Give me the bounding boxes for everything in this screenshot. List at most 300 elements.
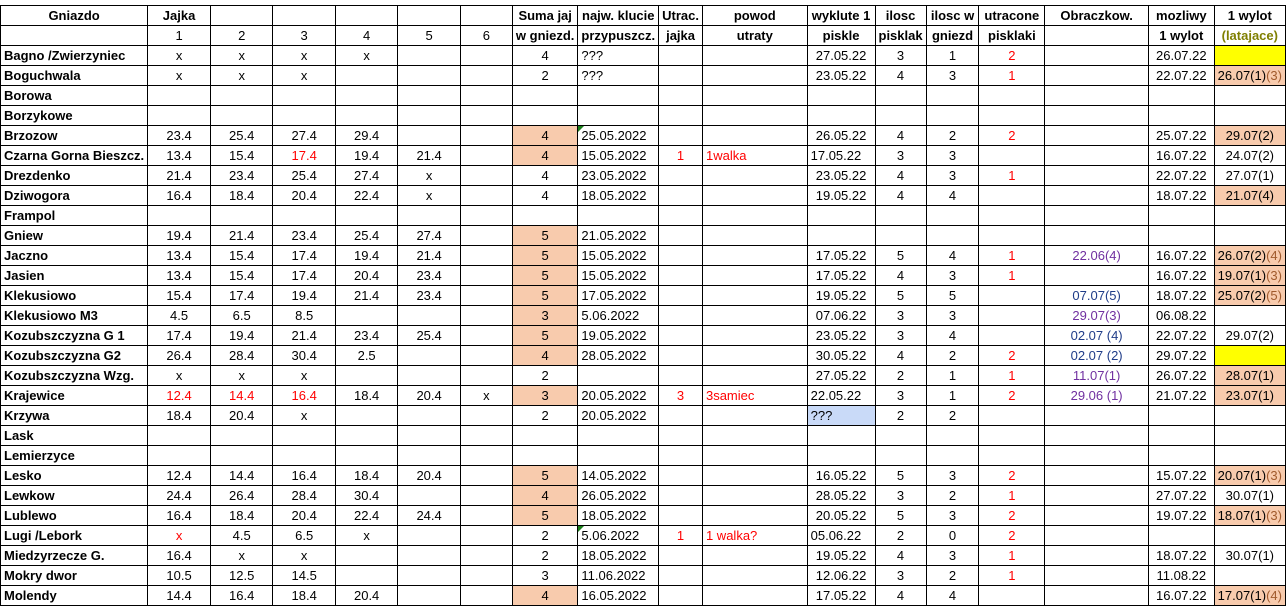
chicks-in-nest-cell[interactable]: 4 xyxy=(926,326,979,346)
egg-cell[interactable]: 29.4 xyxy=(335,126,397,146)
header-cell[interactable]: Obraczkow. xyxy=(1045,6,1149,26)
egg-cell[interactable]: x xyxy=(460,386,512,406)
egg-cell[interactable] xyxy=(210,426,272,446)
lost-chicks-cell[interactable] xyxy=(979,186,1045,206)
first-flight-cell[interactable]: 30.07(1) xyxy=(1214,546,1285,566)
first-flight-cell[interactable] xyxy=(1214,346,1285,366)
nest-name-cell[interactable]: Krzywa xyxy=(1,406,148,426)
egg-cell[interactable]: 21.4 xyxy=(335,286,397,306)
lost-eggs-cell[interactable] xyxy=(659,226,703,246)
first-flight-cell[interactable] xyxy=(1214,286,1285,306)
ringing-cell[interactable] xyxy=(1045,146,1149,166)
first-flight-cell[interactable]: 23.07(1) xyxy=(1214,386,1285,406)
egg-cell[interactable] xyxy=(335,106,397,126)
egg-cell[interactable]: 25.4 xyxy=(398,326,460,346)
chick-count-cell[interactable] xyxy=(875,226,926,246)
hatch-date-cell[interactable] xyxy=(578,106,659,126)
egg-cell[interactable]: 20.4 xyxy=(273,186,335,206)
first-hatch-cell[interactable]: 28.05.22 xyxy=(807,486,875,506)
egg-cell[interactable] xyxy=(398,206,460,226)
loss-reason-cell[interactable] xyxy=(702,306,807,326)
possible-fledge-cell[interactable] xyxy=(1149,86,1215,106)
egg-cell[interactable]: 14.4 xyxy=(148,586,211,606)
nest-name-cell[interactable]: Molendy xyxy=(1,586,148,606)
first-flight-cell[interactable] xyxy=(1214,86,1285,106)
first-hatch-cell[interactable]: 19.05.22 xyxy=(807,186,875,206)
egg-cell[interactable] xyxy=(398,126,460,146)
loss-reason-cell[interactable] xyxy=(702,166,807,186)
egg-cell[interactable]: 21.4 xyxy=(148,166,211,186)
possible-fledge-cell[interactable]: 15.07.22 xyxy=(1149,466,1215,486)
egg-cell[interactable]: 27.4 xyxy=(273,126,335,146)
egg-cell[interactable]: 4.5 xyxy=(148,306,211,326)
chick-count-cell[interactable] xyxy=(875,86,926,106)
lost-chicks-cell[interactable]: 1 xyxy=(979,266,1045,286)
possible-fledge-cell[interactable]: 22.07.22 xyxy=(1149,326,1215,346)
header-cell[interactable]: pisklak xyxy=(875,26,926,46)
egg-cell[interactable]: 15.4 xyxy=(210,246,272,266)
nest-name-cell[interactable]: Kozubszczyzna G2 xyxy=(1,346,148,366)
egg-cell[interactable]: 2.5 xyxy=(335,346,397,366)
first-hatch-cell[interactable] xyxy=(807,426,875,446)
chick-count-cell[interactable]: 4 xyxy=(875,586,926,606)
egg-cell[interactable] xyxy=(335,546,397,566)
possible-fledge-cell[interactable]: 29.07.22 xyxy=(1149,346,1215,366)
ringing-cell[interactable] xyxy=(1045,466,1149,486)
chick-count-cell[interactable]: 3 xyxy=(875,46,926,66)
egg-cell[interactable] xyxy=(398,446,460,466)
egg-cell[interactable] xyxy=(460,446,512,466)
ringing-cell[interactable]: 29.06 (1) xyxy=(1045,386,1149,406)
header-cell[interactable]: ilosc w xyxy=(926,6,979,26)
loss-reason-cell[interactable] xyxy=(702,126,807,146)
egg-cell[interactable]: 4.5 xyxy=(210,526,272,546)
egg-sum-cell[interactable]: 5 xyxy=(512,266,578,286)
nest-name-cell[interactable]: Kozubszczyzna G 1 xyxy=(1,326,148,346)
hatch-date-cell[interactable]: 15.05.2022 xyxy=(578,146,659,166)
hatch-date-cell[interactable]: 5.06.2022 xyxy=(578,306,659,326)
first-hatch-cell[interactable]: 23.05.22 xyxy=(807,66,875,86)
egg-cell[interactable] xyxy=(210,86,272,106)
chicks-in-nest-cell[interactable]: 2 xyxy=(926,406,979,426)
possible-fledge-cell[interactable]: 21.07.22 xyxy=(1149,386,1215,406)
chicks-in-nest-cell[interactable] xyxy=(926,446,979,466)
nest-name-cell[interactable]: Lask xyxy=(1,426,148,446)
chicks-in-nest-cell[interactable] xyxy=(926,226,979,246)
egg-cell[interactable]: 16.4 xyxy=(148,186,211,206)
egg-cell[interactable]: 6.5 xyxy=(273,526,335,546)
egg-cell[interactable] xyxy=(273,86,335,106)
first-flight-cell[interactable] xyxy=(1214,426,1285,446)
loss-reason-cell[interactable] xyxy=(702,326,807,346)
hatch-date-cell[interactable] xyxy=(578,86,659,106)
egg-cell[interactable] xyxy=(460,486,512,506)
lost-chicks-cell[interactable] xyxy=(979,446,1045,466)
first-hatch-cell[interactable] xyxy=(807,206,875,226)
header-cell[interactable]: jajka xyxy=(659,26,703,46)
egg-cell[interactable] xyxy=(335,66,397,86)
egg-cell[interactable]: 19.4 xyxy=(273,286,335,306)
header-cell[interactable]: 3 xyxy=(273,26,335,46)
chick-count-cell[interactable] xyxy=(875,446,926,466)
egg-cell[interactable]: x xyxy=(148,66,211,86)
lost-chicks-cell[interactable]: 2 xyxy=(979,346,1045,366)
lost-eggs-cell[interactable] xyxy=(659,546,703,566)
nest-name-cell[interactable]: Mokry dwor xyxy=(1,566,148,586)
hatch-date-cell[interactable]: 11.06.2022 xyxy=(578,566,659,586)
hatch-date-cell[interactable]: 18.05.2022 xyxy=(578,506,659,526)
egg-cell[interactable]: x xyxy=(335,526,397,546)
egg-cell[interactable] xyxy=(460,186,512,206)
egg-cell[interactable]: 20.4 xyxy=(398,466,460,486)
possible-fledge-cell[interactable] xyxy=(1149,426,1215,446)
egg-cell[interactable]: x xyxy=(148,46,211,66)
egg-cell[interactable] xyxy=(460,546,512,566)
egg-cell[interactable]: 13.4 xyxy=(148,146,211,166)
lost-chicks-cell[interactable] xyxy=(979,426,1045,446)
egg-cell[interactable]: 15.4 xyxy=(210,146,272,166)
possible-fledge-cell[interactable]: 25.07.22 xyxy=(1149,126,1215,146)
header-cell[interactable]: 5 xyxy=(398,26,460,46)
lost-chicks-cell[interactable]: 1 xyxy=(979,246,1045,266)
first-flight-cell[interactable] xyxy=(1214,106,1285,126)
loss-reason-cell[interactable]: 1 walka? xyxy=(702,526,807,546)
egg-cell[interactable]: 21.4 xyxy=(398,146,460,166)
header-cell[interactable]: 1 wylot xyxy=(1214,6,1285,26)
egg-cell[interactable]: 16.4 xyxy=(273,386,335,406)
egg-cell[interactable] xyxy=(335,566,397,586)
egg-sum-cell[interactable]: 4 xyxy=(512,46,578,66)
egg-sum-cell[interactable]: 5 xyxy=(512,326,578,346)
header-cell[interactable] xyxy=(273,6,335,26)
egg-sum-cell[interactable]: 4 xyxy=(512,186,578,206)
loss-reason-cell[interactable] xyxy=(702,286,807,306)
first-flight-cell[interactable] xyxy=(1214,306,1285,326)
ringing-cell[interactable] xyxy=(1045,526,1149,546)
first-flight-cell[interactable] xyxy=(1214,406,1285,426)
chick-count-cell[interactable]: 5 xyxy=(875,466,926,486)
lost-eggs-cell[interactable] xyxy=(659,346,703,366)
nest-name-cell[interactable]: Jasien xyxy=(1,266,148,286)
nest-name-cell[interactable]: Borzykowe xyxy=(1,106,148,126)
first-flight-cell[interactable] xyxy=(1214,566,1285,586)
possible-fledge-cell[interactable]: 26.07.22 xyxy=(1149,46,1215,66)
first-flight-cell[interactable] xyxy=(1214,466,1285,486)
header-cell[interactable]: najw. klucie xyxy=(578,6,659,26)
loss-reason-cell[interactable] xyxy=(702,586,807,606)
lost-chicks-cell[interactable] xyxy=(979,146,1045,166)
header-cell[interactable]: przypuszcz. xyxy=(578,26,659,46)
egg-cell[interactable] xyxy=(335,446,397,466)
egg-cell[interactable]: 18.4 xyxy=(335,386,397,406)
chick-count-cell[interactable] xyxy=(875,106,926,126)
egg-cell[interactable]: x xyxy=(210,66,272,86)
chicks-in-nest-cell[interactable]: 3 xyxy=(926,546,979,566)
ringing-cell[interactable] xyxy=(1045,86,1149,106)
chicks-in-nest-cell[interactable]: 1 xyxy=(926,366,979,386)
nest-name-cell[interactable]: Boguchwala xyxy=(1,66,148,86)
first-hatch-cell[interactable]: 19.05.22 xyxy=(807,546,875,566)
egg-cell[interactable]: 26.4 xyxy=(148,346,211,366)
egg-cell[interactable]: 6.5 xyxy=(210,306,272,326)
ringing-cell[interactable]: 02.07 (4) xyxy=(1045,326,1149,346)
first-hatch-cell[interactable] xyxy=(807,86,875,106)
lost-eggs-cell[interactable] xyxy=(659,466,703,486)
nest-name-cell[interactable]: Klekusiowo xyxy=(1,286,148,306)
header-cell[interactable] xyxy=(460,6,512,26)
ringing-cell[interactable] xyxy=(1045,166,1149,186)
possible-fledge-cell[interactable] xyxy=(1149,226,1215,246)
loss-reason-cell[interactable] xyxy=(702,406,807,426)
egg-cell[interactable] xyxy=(273,106,335,126)
lost-chicks-cell[interactable]: 1 xyxy=(979,486,1045,506)
lost-chicks-cell[interactable] xyxy=(979,106,1045,126)
egg-cell[interactable]: 18.4 xyxy=(273,586,335,606)
egg-cell[interactable] xyxy=(273,446,335,466)
egg-cell[interactable] xyxy=(398,106,460,126)
possible-fledge-cell[interactable]: 06.08.22 xyxy=(1149,306,1215,326)
hatch-date-cell[interactable] xyxy=(578,446,659,466)
lost-chicks-cell[interactable]: 2 xyxy=(979,466,1045,486)
hatch-date-cell[interactable]: 20.05.2022 xyxy=(578,406,659,426)
chick-count-cell[interactable]: 3 xyxy=(875,146,926,166)
egg-cell[interactable]: 27.4 xyxy=(398,226,460,246)
lost-chicks-cell[interactable]: 2 xyxy=(979,386,1045,406)
loss-reason-cell[interactable] xyxy=(702,186,807,206)
egg-cell[interactable] xyxy=(460,566,512,586)
egg-cell[interactable]: 19.4 xyxy=(148,226,211,246)
egg-sum-cell[interactable] xyxy=(512,426,578,446)
egg-sum-cell[interactable]: 3 xyxy=(512,306,578,326)
nest-name-cell[interactable]: Lewkow xyxy=(1,486,148,506)
egg-cell[interactable]: 21.4 xyxy=(273,326,335,346)
egg-cell[interactable] xyxy=(460,366,512,386)
first-hatch-cell[interactable]: 05.06.22 xyxy=(807,526,875,546)
egg-cell[interactable] xyxy=(460,526,512,546)
egg-cell[interactable]: x xyxy=(210,546,272,566)
nest-name-cell[interactable]: Drezdenko xyxy=(1,166,148,186)
first-flight-cell[interactable]: 24.07(2) xyxy=(1214,146,1285,166)
chick-count-cell[interactable]: 2 xyxy=(875,406,926,426)
egg-cell[interactable]: 8.5 xyxy=(273,306,335,326)
egg-cell[interactable]: 17.4 xyxy=(210,286,272,306)
first-hatch-cell[interactable]: 17.05.22 xyxy=(807,246,875,266)
chick-count-cell[interactable]: 3 xyxy=(875,326,926,346)
egg-sum-cell[interactable] xyxy=(512,206,578,226)
possible-fledge-cell[interactable]: 11.08.22 xyxy=(1149,566,1215,586)
egg-cell[interactable]: x xyxy=(148,526,211,546)
egg-cell[interactable]: x xyxy=(210,366,272,386)
lost-chicks-cell[interactable]: 2 xyxy=(979,126,1045,146)
egg-cell[interactable]: x xyxy=(148,366,211,386)
egg-cell[interactable]: 18.4 xyxy=(148,406,211,426)
chicks-in-nest-cell[interactable]: 3 xyxy=(926,306,979,326)
first-flight-cell[interactable] xyxy=(1214,246,1285,266)
ringing-cell[interactable] xyxy=(1045,126,1149,146)
egg-cell[interactable]: x xyxy=(398,166,460,186)
egg-sum-cell[interactable] xyxy=(512,446,578,466)
lost-eggs-cell[interactable]: 1 xyxy=(659,526,703,546)
egg-cell[interactable] xyxy=(460,326,512,346)
egg-sum-cell[interactable]: 4 xyxy=(512,126,578,146)
nest-name-cell[interactable]: Krajewice xyxy=(1,386,148,406)
egg-cell[interactable] xyxy=(460,226,512,246)
ringing-cell[interactable]: 11.07(1) xyxy=(1045,366,1149,386)
nest-name-cell[interactable]: Lemierzyce xyxy=(1,446,148,466)
egg-sum-cell[interactable]: 5 xyxy=(512,226,578,246)
nest-name-cell[interactable]: Lugi /Lebork xyxy=(1,526,148,546)
lost-eggs-cell[interactable] xyxy=(659,66,703,86)
egg-sum-cell[interactable]: 5 xyxy=(512,286,578,306)
header-cell[interactable]: 2 xyxy=(210,26,272,46)
possible-fledge-cell[interactable]: 19.07.22 xyxy=(1149,506,1215,526)
first-flight-cell[interactable] xyxy=(1214,226,1285,246)
lost-chicks-cell[interactable] xyxy=(979,406,1045,426)
loss-reason-cell[interactable] xyxy=(702,506,807,526)
egg-cell[interactable] xyxy=(460,346,512,366)
nest-name-cell[interactable]: Brzozow xyxy=(1,126,148,146)
egg-cell[interactable]: 26.4 xyxy=(210,486,272,506)
lost-eggs-cell[interactable] xyxy=(659,126,703,146)
egg-cell[interactable]: 14.4 xyxy=(210,466,272,486)
egg-cell[interactable]: x xyxy=(273,66,335,86)
header-cell[interactable] xyxy=(335,6,397,26)
loss-reason-cell[interactable] xyxy=(702,86,807,106)
egg-sum-cell[interactable]: 3 xyxy=(512,386,578,406)
lost-eggs-cell[interactable] xyxy=(659,306,703,326)
nest-name-cell[interactable]: Borowa xyxy=(1,86,148,106)
first-hatch-cell[interactable]: 26.05.22 xyxy=(807,126,875,146)
header-cell[interactable]: Jajka xyxy=(148,6,211,26)
egg-cell[interactable] xyxy=(398,546,460,566)
egg-cell[interactable] xyxy=(460,46,512,66)
ringing-cell[interactable] xyxy=(1045,66,1149,86)
lost-chicks-cell[interactable]: 1 xyxy=(979,166,1045,186)
first-flight-cell[interactable]: 29.07(2) xyxy=(1214,326,1285,346)
loss-reason-cell[interactable] xyxy=(702,566,807,586)
hatch-date-cell[interactable]: 20.05.2022 xyxy=(578,386,659,406)
chicks-in-nest-cell[interactable]: 3 xyxy=(926,66,979,86)
egg-cell[interactable]: 16.4 xyxy=(148,506,211,526)
lost-chicks-cell[interactable]: 2 xyxy=(979,526,1045,546)
egg-cell[interactable]: 13.4 xyxy=(148,266,211,286)
header-cell[interactable]: Gniazdo xyxy=(1,6,148,26)
first-hatch-cell[interactable]: 19.05.22 xyxy=(807,286,875,306)
egg-cell[interactable] xyxy=(460,206,512,226)
lost-chicks-cell[interactable]: 1 xyxy=(979,366,1045,386)
egg-cell[interactable] xyxy=(398,86,460,106)
nest-name-cell[interactable]: Dziwogora xyxy=(1,186,148,206)
lost-eggs-cell[interactable] xyxy=(659,586,703,606)
lost-eggs-cell[interactable] xyxy=(659,406,703,426)
header-cell[interactable]: pisklaki xyxy=(979,26,1045,46)
chicks-in-nest-cell[interactable] xyxy=(926,106,979,126)
ringing-cell[interactable] xyxy=(1045,546,1149,566)
loss-reason-cell[interactable] xyxy=(702,546,807,566)
loss-reason-cell[interactable] xyxy=(702,426,807,446)
egg-cell[interactable]: 23.4 xyxy=(335,326,397,346)
ringing-cell[interactable] xyxy=(1045,426,1149,446)
egg-cell[interactable]: 17.4 xyxy=(148,326,211,346)
possible-fledge-cell[interactable] xyxy=(1149,206,1215,226)
egg-cell[interactable]: x xyxy=(210,46,272,66)
chick-count-cell[interactable]: 4 xyxy=(875,186,926,206)
hatch-date-cell[interactable]: 18.05.2022 xyxy=(578,186,659,206)
egg-cell[interactable]: 17.4 xyxy=(273,246,335,266)
hatch-date-cell[interactable]: 5.06.2022 xyxy=(578,526,659,546)
chicks-in-nest-cell[interactable]: 3 xyxy=(926,146,979,166)
hatch-date-cell[interactable]: ??? xyxy=(578,46,659,66)
possible-fledge-cell[interactable]: 22.07.22 xyxy=(1149,166,1215,186)
loss-reason-cell[interactable]: 1walka xyxy=(702,146,807,166)
chicks-in-nest-cell[interactable]: 5 xyxy=(926,286,979,306)
loss-reason-cell[interactable] xyxy=(702,226,807,246)
hatch-date-cell[interactable]: 14.05.2022 xyxy=(578,466,659,486)
lost-eggs-cell[interactable] xyxy=(659,206,703,226)
possible-fledge-cell[interactable] xyxy=(1149,446,1215,466)
egg-cell[interactable] xyxy=(460,506,512,526)
egg-cell[interactable]: 28.4 xyxy=(210,346,272,366)
lost-chicks-cell[interactable] xyxy=(979,226,1045,246)
egg-cell[interactable] xyxy=(148,426,211,446)
chick-count-cell[interactable]: 4 xyxy=(875,266,926,286)
egg-cell[interactable]: 21.4 xyxy=(210,226,272,246)
nest-name-cell[interactable]: Klekusiowo M3 xyxy=(1,306,148,326)
header-cell[interactable] xyxy=(1,26,148,46)
first-flight-cell[interactable]: 28.07(1) xyxy=(1214,366,1285,386)
first-hatch-cell[interactable]: 17.05.22 xyxy=(807,586,875,606)
egg-cell[interactable] xyxy=(460,286,512,306)
egg-sum-cell[interactable] xyxy=(512,106,578,126)
lost-chicks-cell[interactable] xyxy=(979,206,1045,226)
first-hatch-cell[interactable]: ??? xyxy=(807,406,875,426)
possible-fledge-cell[interactable] xyxy=(1149,526,1215,546)
egg-cell[interactable]: 12.4 xyxy=(148,466,211,486)
egg-cell[interactable] xyxy=(460,466,512,486)
egg-cell[interactable]: 21.4 xyxy=(398,246,460,266)
possible-fledge-cell[interactable]: 16.07.22 xyxy=(1149,266,1215,286)
egg-sum-cell[interactable]: 2 xyxy=(512,406,578,426)
ringing-cell[interactable] xyxy=(1045,266,1149,286)
hatch-date-cell[interactable]: 15.05.2022 xyxy=(578,246,659,266)
hatch-date-cell[interactable]: 18.05.2022 xyxy=(578,546,659,566)
egg-cell[interactable] xyxy=(148,446,211,466)
chicks-in-nest-cell[interactable]: 4 xyxy=(926,586,979,606)
egg-cell[interactable]: 18.4 xyxy=(335,466,397,486)
egg-cell[interactable] xyxy=(335,426,397,446)
egg-cell[interactable] xyxy=(460,406,512,426)
chick-count-cell[interactable]: 5 xyxy=(875,506,926,526)
egg-cell[interactable]: 13.4 xyxy=(148,246,211,266)
egg-cell[interactable]: x xyxy=(273,406,335,426)
egg-cell[interactable] xyxy=(460,86,512,106)
header-cell[interactable]: Utrac. xyxy=(659,6,703,26)
loss-reason-cell[interactable] xyxy=(702,266,807,286)
egg-sum-cell[interactable]: 4 xyxy=(512,486,578,506)
chicks-in-nest-cell[interactable]: 1 xyxy=(926,386,979,406)
egg-sum-cell[interactable]: 4 xyxy=(512,166,578,186)
egg-cell[interactable]: 14.4 xyxy=(210,386,272,406)
first-flight-cell[interactable] xyxy=(1214,266,1285,286)
first-flight-cell[interactable] xyxy=(1214,506,1285,526)
lost-chicks-cell[interactable] xyxy=(979,286,1045,306)
first-flight-cell[interactable] xyxy=(1214,586,1285,606)
egg-cell[interactable]: 23.4 xyxy=(148,126,211,146)
chicks-in-nest-cell[interactable] xyxy=(926,206,979,226)
egg-cell[interactable]: 25.4 xyxy=(273,166,335,186)
first-hatch-cell[interactable]: 27.05.22 xyxy=(807,46,875,66)
header-cell[interactable]: 4 xyxy=(335,26,397,46)
